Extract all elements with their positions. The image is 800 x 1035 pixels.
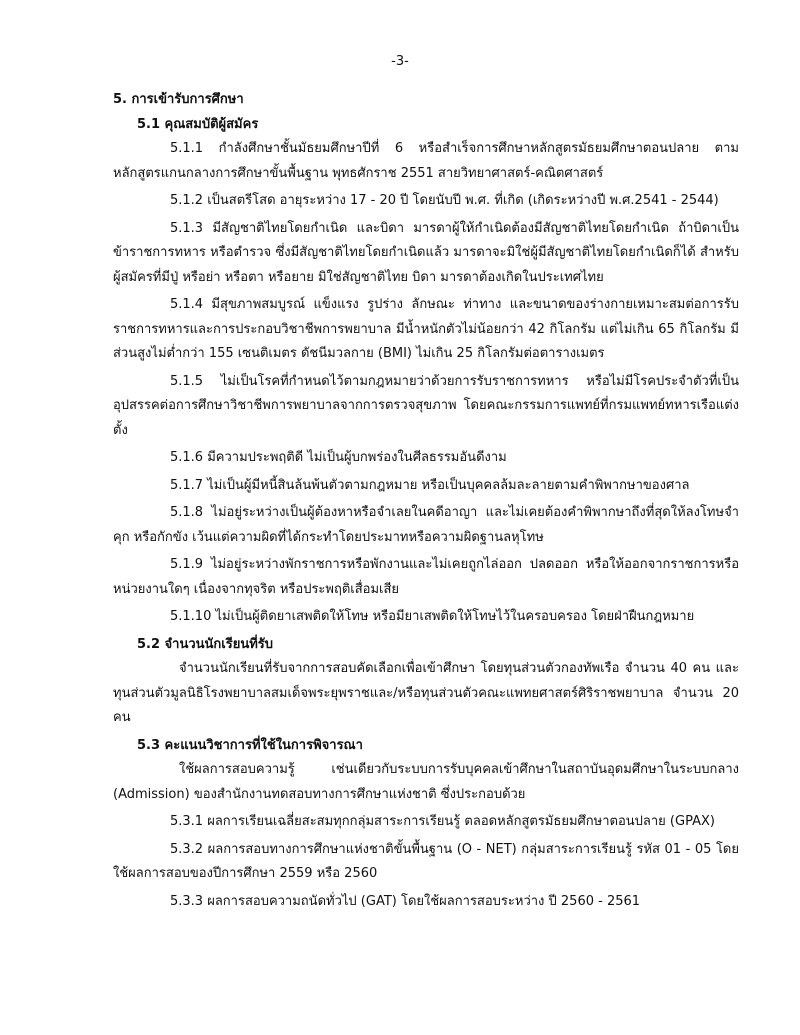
- section-5-2-text: จำนวนนักเรียนที่รับจากการสอบคัดเลือกเพื่อเข้าศึกษา โดยทุนส่วนตัวกองทัพเรือ จำนวน 40 คน และทุนส่วนตัวมูลนิธิโรงพยาบาลสมเด็จพระยุพราชและ/หรือทุนส่วนตัวคณะแพทยศาสตร์ศิริราชพยาบาล จำนวน 20 คน: [113, 661, 739, 725]
- item-5-3-2: 5.3.2 ผลการสอบทางการศึกษาแห่งชาติขั้นพื้นฐาน (O - NET) กลุ่มสาระการเรียนรู้ รหัส 01 - 05 โดยใช้ผลการสอบของปีการศึกษา 2559 หรือ 2560: [113, 841, 739, 881]
- section-5-3-heading: 5.3 คะแนนวิชาการที่ใช้ในการพิจารณา: [137, 737, 363, 753]
- section-5-1-heading: 5.1 คุณสมบัติผู้สมัคร: [137, 116, 259, 132]
- item-5-1-6: 5.1.6 มีความประพฤติดี ไม่เป็นผู้บกพร่องในศีลธรรมอันดีงาม: [170, 450, 507, 465]
- item-5-1-2: 5.1.2 เป็นสตรีโสด อายุระหว่าง 17 - 20 ปี โดยนับปี พ.ศ. ที่เกิด (เกิดระหว่างปี พ.ศ.2541 - 2544): [170, 193, 719, 208]
- page-number: -3-: [391, 54, 409, 69]
- item-5-1-1: 5.1.1 กำลังศึกษาชั้นมัธยมศึกษาปีที่ 6 หรือสำเร็จการศึกษาหลักสูตรมัธยมศึกษาตอนปลาย ตามหลักสูตรแกนกลางการศึกษาขั้นพื้นฐาน พุทธศักราช 2551 สายวิทยาศาสตร์-คณิตศาสตร์: [113, 141, 739, 181]
- section-5-2-heading: 5.2 จำนวนนักเรียนที่รับ: [137, 636, 274, 652]
- item-5-1-8: 5.1.8 ไม่อยู่ระหว่างเป็นผู้ต้องหาหรือจำเลยในคดีอาญา และไม่เคยต้องคำพิพากษาถึงที่สุดให้ลงโทษจำคุก หรือกักขัง เว้นแต่ความผิดที่ได้กระทำโดยประมาทหรือความผิดฐานลหุโทษ: [113, 505, 739, 545]
- item-5-3-3: 5.3.3 ผลการสอบความถนัดทั่วไป (GAT) โดยใช้ผลการสอบระหว่าง ปี 2560 - 2561: [170, 893, 641, 909]
- item-5-1-4: 5.1.4 มีสุขภาพสมบูรณ์ แข็งแรง รูปร่าง ลักษณะ ท่าทาง และขนาดของร่างกายเหมาะสมต่อการรับราชการทหารและการประกอบวิชาชีพการพยาบาล มีน้ำหนักตัวไม่น้อยกว่า 42 กิโลกรัม แต่ไม่เกิน 65 กิโลกรัม มีส่วนสูงไม่ต่ำกว่า 155 เซนติเมตร ดัชนีมวลกาย (BMI) ไม่เกิน 25 กิโลกรัมต่อตารางเมตร: [113, 297, 739, 361]
- item-5-1-9: 5.1.9 ไม่อยู่ระหว่างพักราชการหรือพักงานและไม่เคยถูกไล่ออก ปลดออก หรือให้ออกจากราชการหรือหน่วยงานใดๆ เนื่องจากทุจริต หรือประพฤติเสื่อมเสีย: [113, 557, 739, 597]
- section-5-heading: 5. การเข้ารับการศึกษา: [113, 92, 244, 107]
- item-5-3-1: 5.3.1 ผลการเรียนเฉลี่ยสะสมทุกกลุ่มสาระการเรียนรู้ ตลอดหลักสูตรมัธยมศึกษาตอนปลาย (GPAX): [170, 814, 715, 829]
- section-5-3-intro: ใช้ผลการสอบความรู้ เช่นเดียวกับระบบการรับบุคคลเข้าศึกษาในสถาบันอุดมศึกษาในระบบกลาง (Admission) ของสำนักงานทดสอบทางการศึกษาแห่งชาติ ซึ่งประกอบด้วย: [113, 762, 739, 802]
- item-5-1-5: 5.1.5 ไม่เป็นโรคที่กำหนดไว้ตามกฎหมายว่าด้วยการรับราชการทหาร หรือไม่มีโรคประจำตัวที่เป็นอุปสรรคต่อการศึกษาวิชาชีพการพยาบาลจากการตรวจสุขภาพ โดยคณะกรรมการแพทย์ที่กรมแพทย์ทหารเรือแต่งตั้ง: [113, 373, 739, 438]
- item-5-1-3: 5.1.3 มีสัญชาติไทยโดยกำเนิด และบิดา มารดาผู้ให้กำเนิดต้องมีสัญชาติไทยโดยกำเนิด ถ้าบิดาเป็นข้าราชการทหาร หรือตำรวจ ซึ่งมีสัญชาติไทยโดยกำเนิดแล้ว มารดาจะมิใช่ผู้มีสัญชาติไทยโดยกำเนิดก็ได้ สำหรับผู้สมัครที่มีปู่ หรือย่า หรือตา หรือยาย มิใช่สัญชาติไทย บิดา มารดาต้องเกิดในประเทศไทย: [113, 220, 739, 285]
- item-5-1-7: 5.1.7 ไม่เป็นผู้มีหนี้สินล้นพ้นตัวตามกฎหมาย หรือเป็นบุคคลล้มละลายตามคำพิพากษาของศาล: [170, 477, 690, 493]
- document-body: [113, 86, 739, 917]
- item-5-1-10: 5.1.10 ไม่เป็นผู้ติดยาเสพติดให้โทษ หรือมียาเสพติดให้โทษไว้ในครอบครอง โดยฝ่าฝืนกฎหมาย: [170, 609, 695, 624]
